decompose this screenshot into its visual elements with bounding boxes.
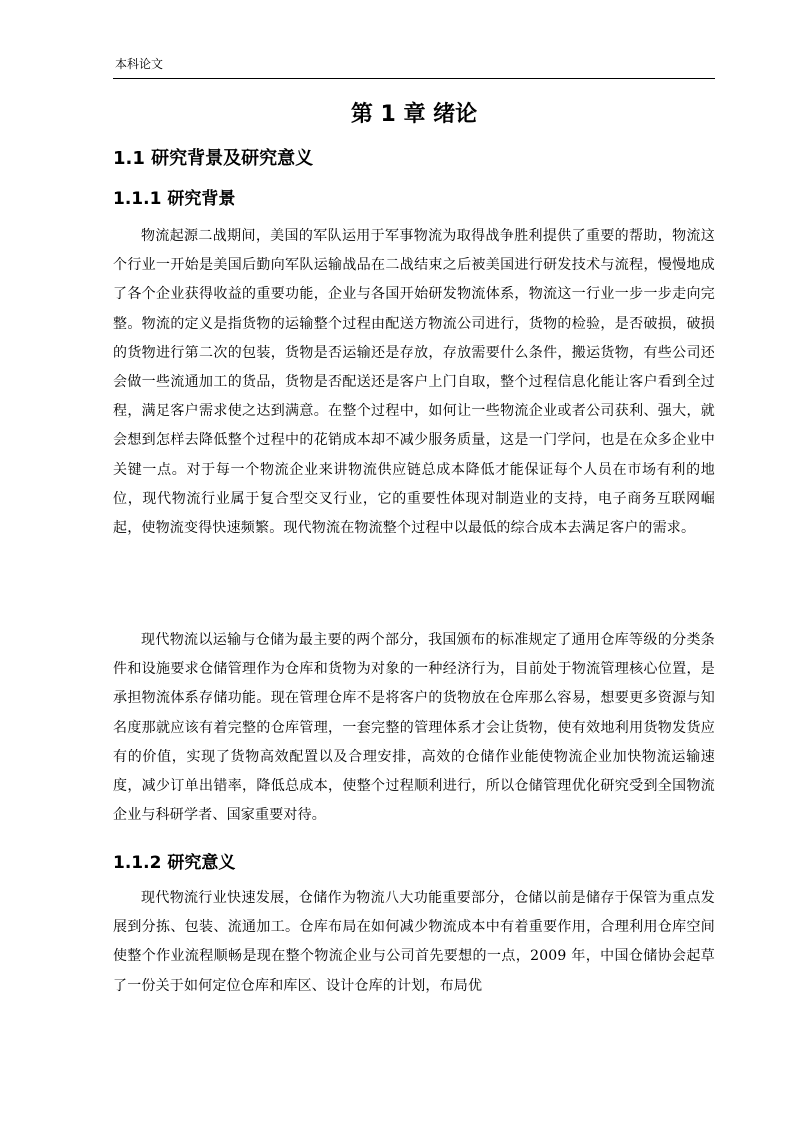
section-title: 1.1 研究背景及研究意义 <box>113 148 314 169</box>
body-paragraph: 现代物流行业快速发展，仓储作为物流八大功能重要部分，仓储以前是储存于保管为重点发展到分拣、包装、流通加工。仓库布局在如何减少物流成本中有着重要作用，合理利用仓库空间使整个作业流程顺畅是现在整个物流企业与公司首先要想的一点，2009 年，中国仓储协会起草了一份关于如何定位仓库和库区、设计仓库的计划，布局优 <box>113 890 715 994</box>
chapter-title: 第 1 章 绪论 <box>350 102 478 127</box>
subsection-title-background: 1.1.1 研究背景 <box>113 189 236 209</box>
header-text: 本科论文 <box>115 57 164 71</box>
body-paragraph: 现代物流以运输与仓储为最主要的两个部分，我国颁布的标准规定了通用仓库等级的分类条件和设施要求仓储管理作为仓库和货物为对象的一种经济行为，目前处于物流管理核心位置，是承担物流体系存储功能。现在管理仓库不是将客户的货物放在仓库那么容易，想要更多资源与知名度那就应该有着完整的仓库管理，一套完整的管理体系才会让货物，使有效地利用货物发货应有的价值，实现了货物高效配置以及合理安排，高效的仓储作业能使物流企业加快物流运输速度，减少订单出错率，降低总成本，使整个过程顺利进行，所以仓储管理优化研究受到全国物流企业与科研学者、国家重要对待。 <box>113 632 715 824</box>
header-rule <box>113 78 715 79</box>
subsection-title-significance: 1.1.2 研究意义 <box>113 853 236 873</box>
body-paragraph: 物流起源二战期间，美国的军队运用于军事物流为取得战争胜利提供了重要的帮助，物流这个行业一开始是美国后勤向军队运输战品在二战结束之后被美国进行研发技术与流程，慢慢地成了各个企业获得收益的重要功能，企业与各国开始研发物流体系，物流这一行业一步一步走向完整。物流的定义是指货物的运输整个过程由配送方物流公司进行，货物的检验，是否破损，破损的货物进行第二次的包装，货物是否运输还是存放，存放需要什么条件，搬运货物，有些公司还会做一些流通加工的货品，货物是否配送还是客户上门自取，整个过程信息化能让客户看到全过程，满足客户需求使之达到满意。在整个过程中，如何让一些物流企业或者公司获利、强大，就会想到怎样去降低整个过程中的花销成本却不减少服务质量，这是一门学问，也是在众多企业中关键一点。对于每一个物流企业来讲物流供应链总成本降低才能保证每个人员在市场有利的地位，现代物流行业属于复合型交叉行业，它的重要性体现对制造业的支持，电子商务互联网崛起，使物流变得快速频繁。现代物流在物流整个过程中以最低的综合成本去满足客户的需求。 <box>113 228 715 537</box>
